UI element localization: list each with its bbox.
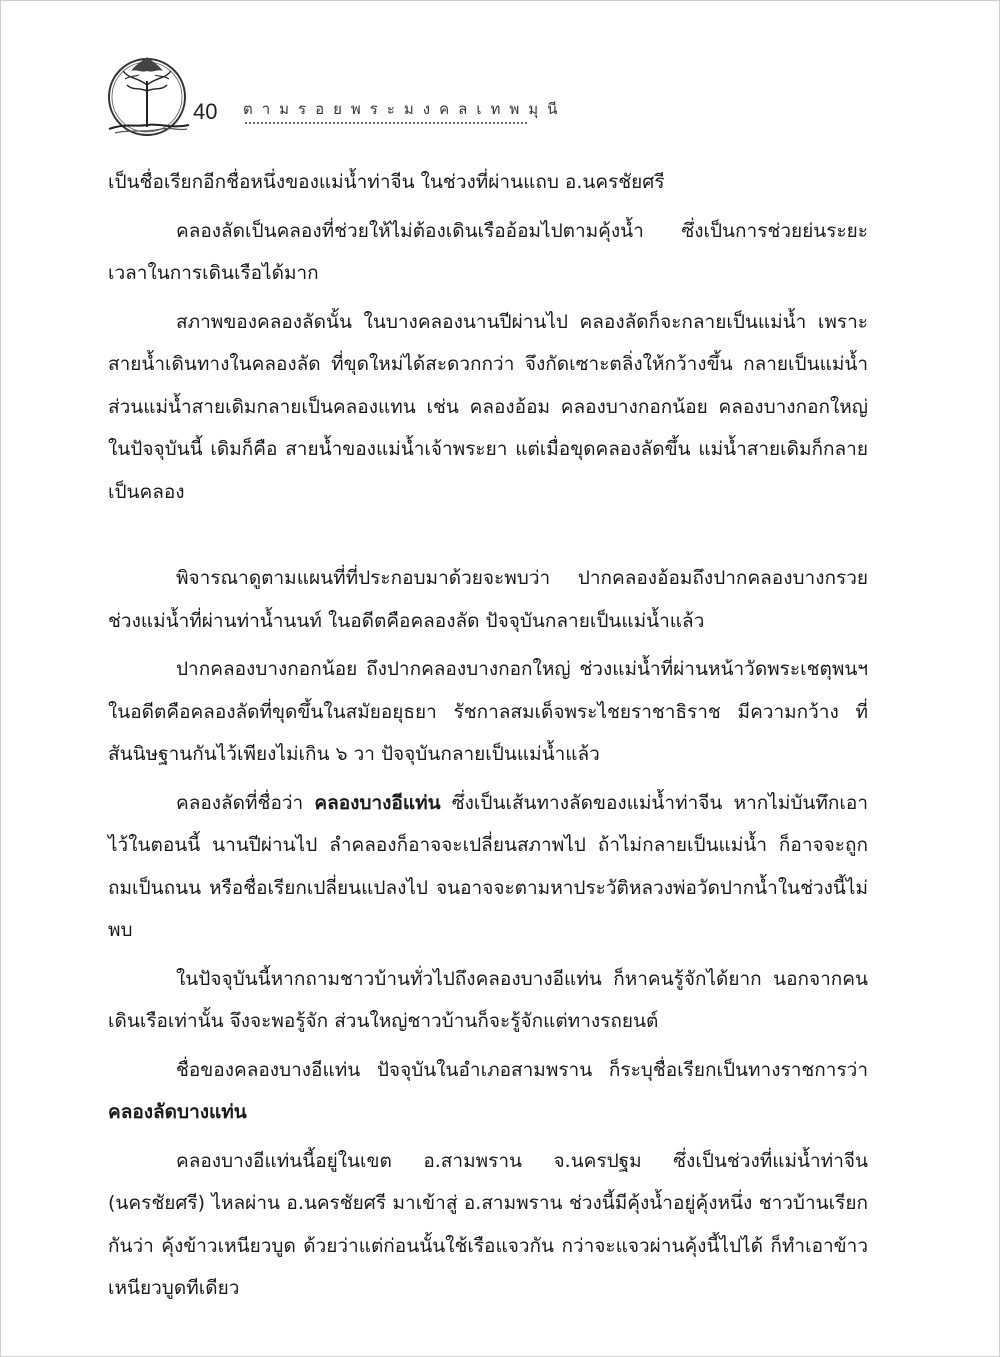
page-header [101, 51, 621, 141]
page-number: 40 [193, 99, 218, 124]
paragraph [108, 782, 868, 952]
paragraph: สภาพของคลองลัดนั้น ในบางคลองนานปีผ่านไป คลองลัดก็จะกลายเป็นแม่น้ำ เพราะสายน้ำเดินทางในคลองลัด ที่ขุดใหม่ได้สะดวกกว่า จึงกัดเซาะตลิ่งให้กว้างขึ้น กลายเป็นแม่น้ำ ส่วนแม่น้ำสายเดิมกลายเป็นคลองแทน เช่น คลองอ้อม คลองบางกอกน้อย คลองบางกอกใหญ่ในปัจจุบันนี้ เดิมก็คือ สายน้ำของแม่น้ำเจ้าพระยา แต่เมื่อขุดคลองลัดขึ้น แม่น้ำสายเดิมก็กลายเป็นคลอง [108, 310, 868, 503]
text-run: คลองลัดที่ชื่อว่า [176, 791, 315, 814]
paragraph: ปากคลองบางกอกน้อย ถึงปากคลองบางกอกใหญ่ ช่วงแม่น้ำที่ผ่านหน้าวัดพระเชตุพนฯ ในอดีตคือคลองลัดที่ขุดขึ้นในสมัยอยุธยา รัชกาลสมเด็จพระไชยราชาธิราช มีความกว้าง ที่สันนิษฐานกันไว้เพียงไม่เกิน ๖ วา ปัจจุบันกลายเป็นแม่น้ำแล้ว [108, 658, 868, 765]
paragraph: คลองบางอีแท่นนี้อยู่ในเขต อ.สามพราน จ.นครปฐม ซึ่งเป็นช่วงที่แม่น้ำท่าจีน (นครชัยศรี) ไหลผ่าน อ.นครชัยศรี มาเข้าสู่ อ.สามพราน ช่วงนี้มีคุ้งน้ำอยู่คุ้งหนึ่ง ชาวบ้านเรียกกันว่า คุ้งข้าวเหนียวบูด ด้วยว่าแต่ก่อนนั้นใช้เรือแจวกัน กว่าจะแจวผ่านคุ้งนี้ไปได้ ก็ทำเอาข้าวเหนียวบูดทีเดียว [108, 1149, 868, 1299]
body-text [108, 161, 868, 1316]
text-run: ชื่อของคลองบางอีแท่น ปัจจุบันในอำเภอสามพราน ก็ระบุชื่อเรียกเป็นทางราชการว่า [176, 1058, 868, 1081]
paragraph: เป็นชื่อเรียกอีกชื่อหนึ่งของแม่น้ำท่าจีน ในช่วงที่ผ่านแถบ อ.นครชัยศรี [108, 171, 665, 193]
paragraph: ในปัจจุบันนี้หากถามชาวบ้านทั่วไปถึงคลองบางอีแท่น ก็หาคนรู้จักได้ยาก นอกจากคนเดินเรือเท่านั้น จึงจะพอรู้จัก ส่วนใหญ่ชาวบ้านก็จะรู้จักแต่ทางรถยนต์ [108, 967, 868, 1032]
bold-term: คลองบางอีแท่น [314, 791, 441, 814]
text-run: ซึ่งเป็นเส้นทางลัดของแม่น้ำท่าจีน หากไม่บันทึกเอาไว้ในตอนนี้ นานปีผ่านไป ลำคลองก็อาจจะเปลี่ยนสภาพไป ถ้าไม่กลายเป็นแม่น้ำ ก็อาจจะถูกถมเป็นถนน หรือชื่อเรียกเปลี่ยนแปลงไป จนอาจจะตามหาประวัติหลวงพ่อวัดปากน้ำในช่วงนี้ไม่พบ [108, 791, 868, 941]
dotted-underline [245, 122, 527, 124]
paragraph [108, 1049, 868, 1134]
paragraph: คลองลัดเป็นคลองที่ช่วยให้ไม่ต้องเดินเรืออ้อมไปตามคุ้งน้ำ ซึ่งเป็นการช่วยย่นระยะเวลาในการเดินเรือได้มาก [108, 219, 868, 284]
running-title: ตามรอยพระมงคลเทพมุนี [243, 100, 567, 118]
paragraph: พิจารณาดูตามแผนที่ที่ประกอบมาด้วยจะพบว่า ปากคลองอ้อมถึงปากคลองบางกรวย ช่วงแม่น้ำที่ผ่านท่าน้ำนนท์ ในอดีตคือคลองลัด ปัจจุบันกลายเป็นแม่น้ำแล้ว [108, 567, 868, 632]
bold-term: คลองลัดบางแท่น [108, 1101, 247, 1123]
lotus-tree-logo-icon [101, 51, 193, 139]
